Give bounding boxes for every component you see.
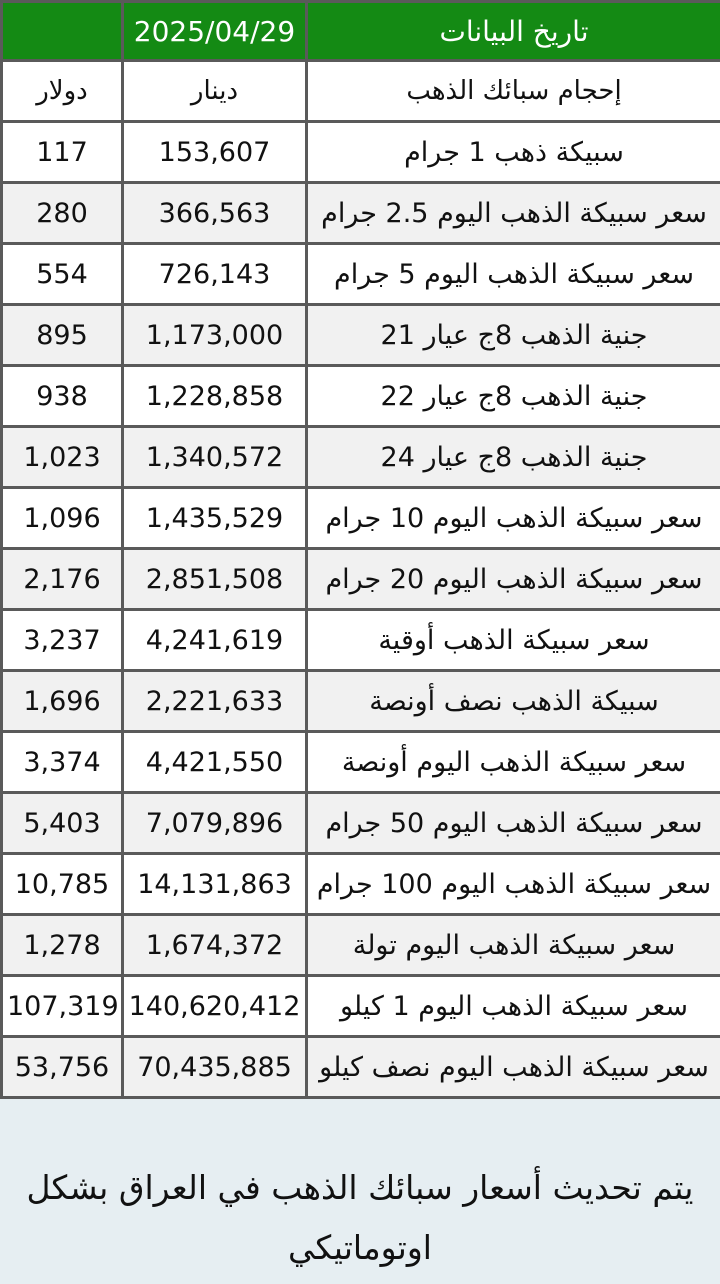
- table-row: [2, 854, 720, 915]
- usd-price-cell: 1,096: [2, 488, 123, 549]
- iqd-price-cell: 153,607: [123, 122, 307, 183]
- iqd-price-cell: 1,173,000: [123, 305, 307, 366]
- usd-price-cell: 938: [2, 366, 123, 427]
- bar-size-column-header: إحجام سبائك الذهب: [307, 61, 720, 122]
- table-row: [2, 915, 720, 976]
- table-row: [2, 122, 720, 183]
- usd-price-cell: 2,176: [2, 549, 123, 610]
- bar-name-cell: سعر سبيكة الذهب اليوم 10 جرام: [307, 488, 720, 549]
- bar-name-cell: سعر سبيكة الذهب اليوم 50 جرام: [307, 793, 720, 854]
- header-empty-cell: [2, 2, 123, 61]
- iqd-price-cell: 4,421,550: [123, 732, 307, 793]
- bar-name-cell: جنية الذهب 8ج عيار 22: [307, 366, 720, 427]
- usd-price-cell: 107,319: [2, 976, 123, 1037]
- iqd-price-cell: 70,435,885: [123, 1037, 307, 1098]
- iqd-price-cell: 1,228,858: [123, 366, 307, 427]
- usd-column-header: دولار: [2, 61, 123, 122]
- usd-price-cell: 1,696: [2, 671, 123, 732]
- bar-name-cell: سبيكة ذهب 1 جرام: [307, 122, 720, 183]
- table-row: [2, 1037, 720, 1098]
- bar-name-cell: سعر سبيكة الذهب اليوم 5 جرام: [307, 244, 720, 305]
- data-date: 2025/04/29: [123, 2, 307, 61]
- iqd-price-cell: 1,340,572: [123, 427, 307, 488]
- usd-price-cell: 53,756: [2, 1037, 123, 1098]
- bar-name-cell: سعر سبيكة الذهب اليوم نصف كيلو: [307, 1037, 720, 1098]
- iqd-price-cell: 1,435,529: [123, 488, 307, 549]
- table-row: [2, 610, 720, 671]
- iqd-price-cell: 4,241,619: [123, 610, 307, 671]
- table-row: [2, 183, 720, 244]
- usd-price-cell: 554: [2, 244, 123, 305]
- auto-update-note: يتم تحديث أسعار سبائك الذهب في العراق بشكل اوتوماتيكي: [0, 1158, 720, 1284]
- bar-name-cell: سعر سبيكة الذهب اليوم تولة: [307, 915, 720, 976]
- iqd-price-cell: 2,221,633: [123, 671, 307, 732]
- table-row: [2, 732, 720, 793]
- usd-price-cell: 10,785: [2, 854, 123, 915]
- iqd-price-cell: 1,674,372: [123, 915, 307, 976]
- iqd-price-cell: 366,563: [123, 183, 307, 244]
- table-header-row: [2, 2, 720, 61]
- iqd-price-cell: 140,620,412: [123, 976, 307, 1037]
- data-date-label: تاريخ البيانات: [307, 2, 720, 61]
- iqd-price-cell: 7,079,896: [123, 793, 307, 854]
- iqd-price-cell: 2,851,508: [123, 549, 307, 610]
- table-row: [2, 488, 720, 549]
- iqd-column-header: دينار: [123, 61, 307, 122]
- bar-name-cell: جنية الذهب 8ج عيار 24: [307, 427, 720, 488]
- bar-name-cell: سعر سبيكة الذهب اليوم 100 جرام: [307, 854, 720, 915]
- usd-price-cell: 895: [2, 305, 123, 366]
- table-row: [2, 549, 720, 610]
- usd-price-cell: 3,237: [2, 610, 123, 671]
- usd-price-cell: 1,023: [2, 427, 123, 488]
- table-row: [2, 305, 720, 366]
- table-subheader-row: [2, 61, 720, 122]
- usd-price-cell: 3,374: [2, 732, 123, 793]
- table-row: [2, 976, 720, 1037]
- table-row: [2, 244, 720, 305]
- usd-price-cell: 280: [2, 183, 123, 244]
- bar-name-cell: جنية الذهب 8ج عيار 21: [307, 305, 720, 366]
- iqd-price-cell: 14,131,863: [123, 854, 307, 915]
- iqd-price-cell: 726,143: [123, 244, 307, 305]
- table-row: [2, 793, 720, 854]
- bar-name-cell: سبيكة الذهب نصف أونصة: [307, 671, 720, 732]
- bar-name-cell: سعر سبيكة الذهب اليوم 20 جرام: [307, 549, 720, 610]
- bar-name-cell: سعر سبيكة الذهب اليوم 2.5 جرام: [307, 183, 720, 244]
- usd-price-cell: 1,278: [2, 915, 123, 976]
- table-row: [2, 671, 720, 732]
- usd-price-cell: 117: [2, 122, 123, 183]
- bar-name-cell: سعر سبيكة الذهب اليوم 1 كيلو: [307, 976, 720, 1037]
- bar-name-cell: سعر سبيكة الذهب اليوم أونصة: [307, 732, 720, 793]
- table-row: [2, 427, 720, 488]
- usd-price-cell: 5,403: [2, 793, 123, 854]
- table-row: [2, 366, 720, 427]
- bar-name-cell: سعر سبيكة الذهب أوقية: [307, 610, 720, 671]
